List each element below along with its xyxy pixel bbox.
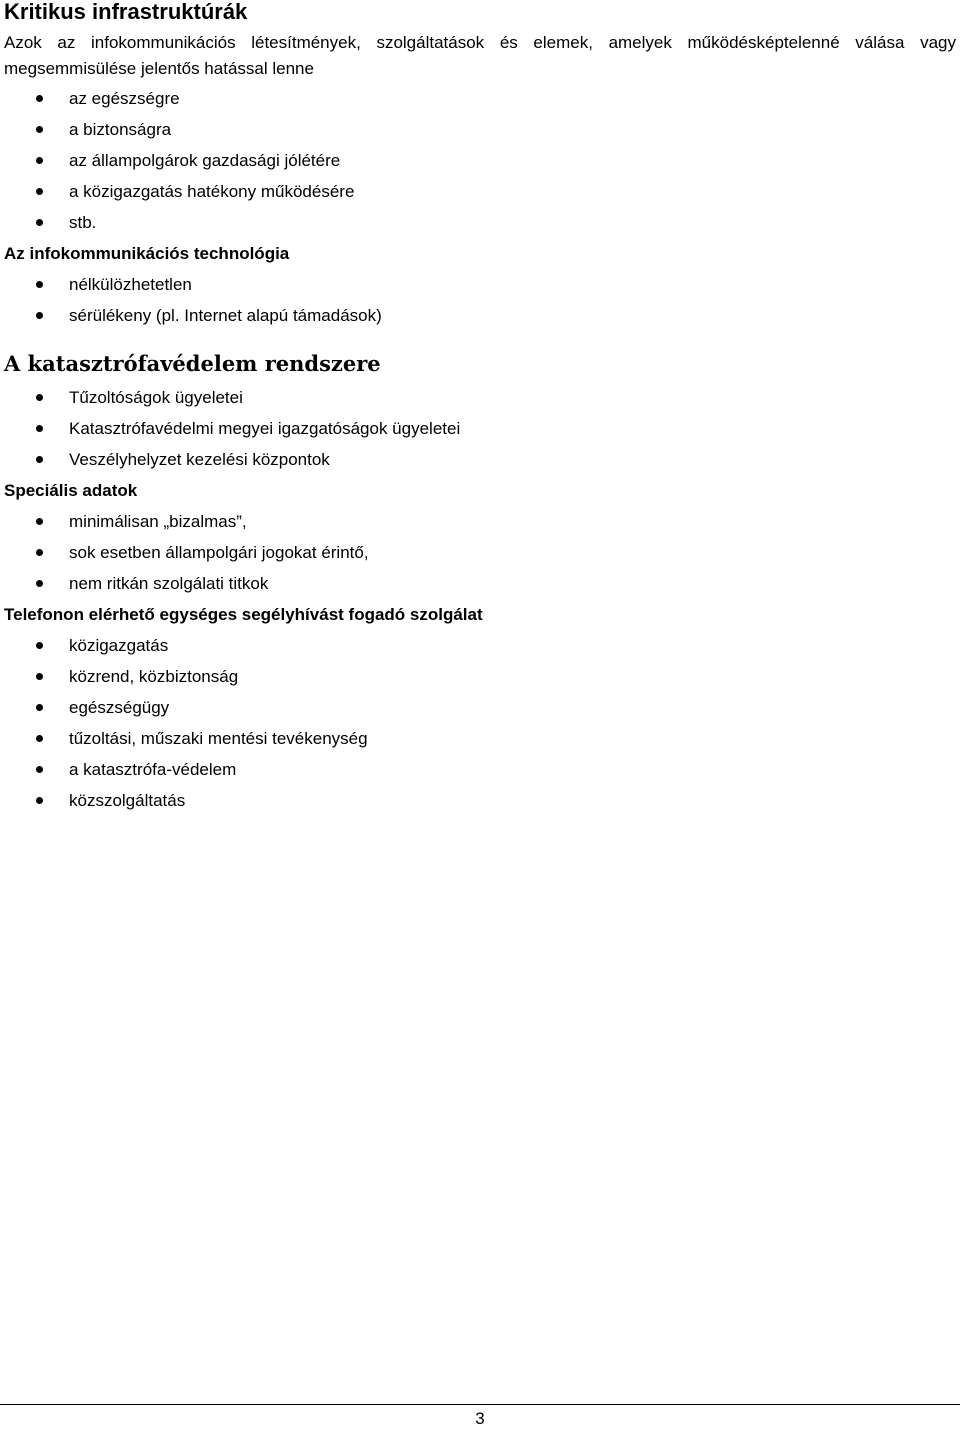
list-item-text: közszolgáltatás: [69, 791, 186, 810]
page-number: 3: [475, 1409, 485, 1428]
list-item: [0, 83, 354, 114]
bullet-icon: [36, 425, 43, 432]
list-item-text: az állampolgárok gazdasági jólétére: [69, 151, 341, 170]
list-item-text: közrend, közbiztonság: [69, 667, 239, 686]
list-item: [0, 382, 460, 413]
special-list: [0, 506, 369, 599]
list-item: [0, 444, 460, 475]
list-item: [0, 413, 460, 444]
list-item-text: az egészségre: [69, 89, 180, 108]
bullet-icon: [36, 642, 43, 649]
bullet-icon: [36, 704, 43, 711]
disaster-list: [0, 382, 460, 475]
list-item: [0, 785, 368, 816]
intro-line-1: Azok az infokommunikációs létesítmények, szolgáltatások és elemek, amelyek működésképtelenné válása vagy: [4, 33, 956, 52]
list-item-text: a közigazgatás hatékony működésére: [69, 182, 355, 201]
bullet-icon: [36, 549, 43, 556]
ict-heading: Az infokommunikációs technológia: [4, 244, 290, 263]
bullet-icon: [36, 673, 43, 680]
list-item-text: stb.: [69, 213, 97, 232]
bullet-icon: [36, 797, 43, 804]
emergency-list: [0, 630, 368, 816]
list-item-text: egészségügy: [69, 698, 170, 717]
footer-divider: [0, 1404, 960, 1405]
list-item-text: minimálisan „bizalmas”,: [69, 512, 247, 531]
impact-list: [0, 83, 354, 238]
list-item-text: Veszélyhelyzet kezelési központok: [69, 450, 330, 469]
special-heading: Speciális adatok: [4, 481, 138, 500]
bullet-icon: [36, 188, 43, 195]
page-title: Kritikus infrastruktúrák: [4, 0, 248, 24]
bullet-icon: [36, 312, 43, 319]
list-item-text: közigazgatás: [69, 636, 169, 655]
list-item-text: sérülékeny (pl. Internet alapú támadások): [69, 306, 382, 325]
list-item: [0, 754, 368, 785]
ict-list: [0, 269, 382, 331]
bullet-icon: [36, 281, 43, 288]
list-item: [0, 114, 354, 145]
list-item: [0, 723, 368, 754]
intro-line-2: megsemmisülése jelentős hatással lenne: [4, 59, 314, 78]
list-item: [0, 506, 369, 537]
list-item: [0, 145, 354, 176]
bullet-icon: [36, 518, 43, 525]
bullet-icon: [36, 219, 43, 226]
bullet-icon: [36, 766, 43, 773]
list-item-text: Tűzoltóságok ügyeletei: [69, 388, 243, 407]
list-item-text: a katasztrófa-védelem: [69, 760, 237, 779]
list-item-text: nélkülözhetetlen: [69, 275, 192, 294]
list-item-text: tűzoltási, műszaki mentési tevékenység: [69, 729, 368, 748]
list-item: [0, 269, 382, 300]
bullet-icon: [36, 157, 43, 164]
list-item-text: a biztonságra: [69, 120, 172, 139]
bullet-icon: [36, 95, 43, 102]
bullet-icon: [36, 394, 43, 401]
emergency-heading: Telefonon elérhető egységes segélyhívást fogadó szolgálat: [4, 605, 483, 624]
list-item: [0, 207, 354, 238]
list-item: [0, 568, 369, 599]
intro-paragraph: [4, 30, 956, 82]
list-item-text: sok esetben állampolgári jogokat érintő,: [69, 543, 369, 562]
list-item: [0, 300, 382, 331]
list-item-text: nem ritkán szolgálati titkok: [69, 574, 269, 593]
list-item: [0, 630, 368, 661]
bullet-icon: [36, 735, 43, 742]
bullet-icon: [36, 580, 43, 587]
list-item: [0, 176, 354, 207]
bullet-icon: [36, 126, 43, 133]
disaster-heading: A katasztrófavédelem rendszere: [4, 351, 381, 376]
list-item: [0, 692, 368, 723]
bullet-icon: [36, 456, 43, 463]
list-item: [0, 661, 368, 692]
list-item-text: Katasztrófavédelmi megyei igazgatóságok ügyeletei: [69, 419, 461, 438]
list-item: [0, 537, 369, 568]
